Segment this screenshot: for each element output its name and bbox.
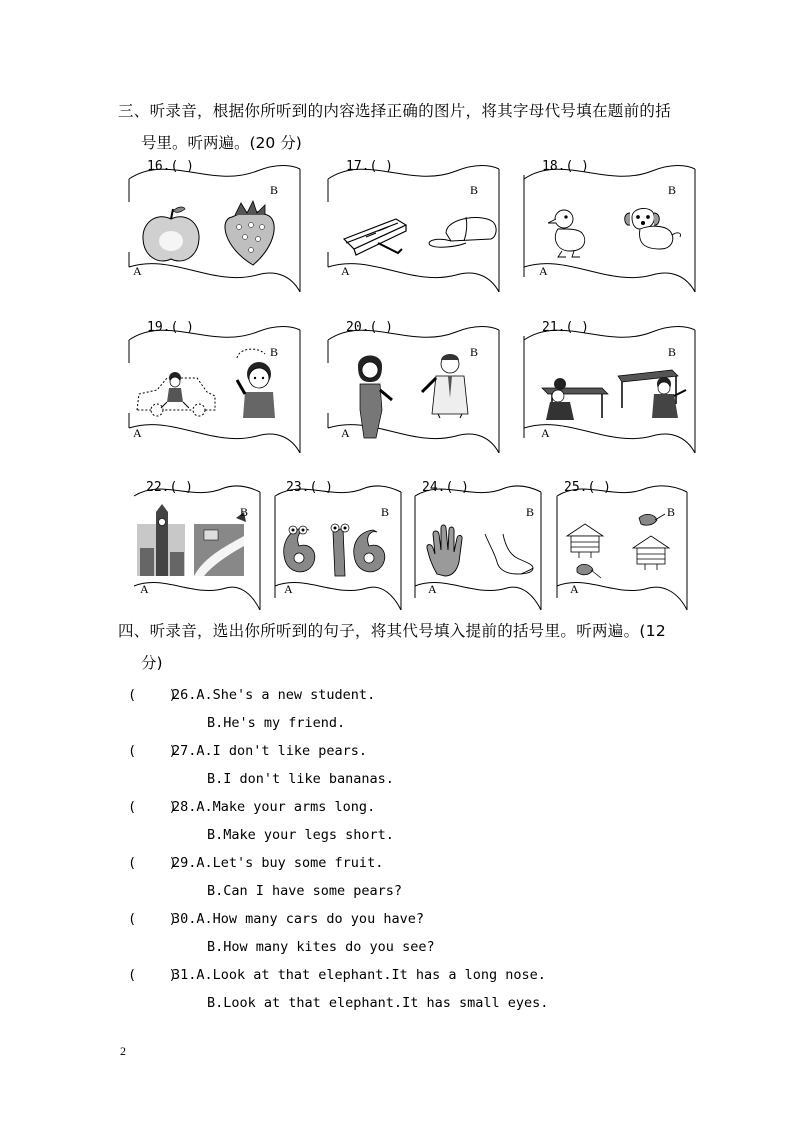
boy-under-desk-icon [542,378,608,420]
question-17-number: 17.( ) [346,159,393,174]
question-23-option-a: A [284,582,293,596]
question-17-option-b: B [470,183,479,197]
hand-icon [427,525,462,576]
question-29-option-a: 29.A.Let's buy some fruit. [172,855,384,871]
question-24-option-b: B [526,505,535,519]
question-16-option-b: B [270,183,279,197]
question-29 [128,855,383,871]
question-31-option-a: 31.A.Look at that elephant.It has a long nose. [172,967,546,983]
question-20-number: 20.( ) [346,320,393,335]
question-30-option-a: 30.A.How many cars do you have? [172,911,424,927]
question-31-option-b: B.Look at that elephant.It has small eyes. [207,995,549,1011]
question-18-panel [522,157,697,300]
question-25-number: 25.( ) [564,480,611,495]
question-28-option-b: B.Make your legs short. [207,827,394,843]
page-number: 2 [120,1044,126,1058]
question-19-option-b: B [270,345,279,359]
question-21-option-b: B [668,345,677,359]
question-30 [128,911,424,927]
question-25-option-b: B [667,505,676,519]
answer-paren-31[interactable]: ( ) [128,967,177,983]
woman-icon [358,356,392,439]
boy-in-car-icon [137,372,215,416]
answer-paren-26[interactable]: ( ) [128,687,177,703]
question-18-option-a: A [539,264,548,278]
section4-heading: 四、听录音，选出你所听到的句子，将其代号填入提前的括号里。听两遍。(12 [118,622,667,640]
strawberry-icon [225,201,274,265]
great-wall-icon [194,512,246,576]
bird-under-birdhouse-icon [567,524,603,578]
question-27-option-a: 27.A.I don't like pears. [172,743,368,759]
question-25-option-a: A [570,582,579,596]
number-6-icon [284,526,315,572]
duck-icon [548,210,585,257]
boat-icon [344,219,406,255]
question-24-option-a: A [428,582,437,596]
cap-icon [429,217,496,247]
question-22-panel [132,478,262,613]
section4-heading-cont: 分) [141,654,163,672]
question-17-panel [326,157,501,300]
question-20-option-a: A [341,426,350,440]
foot-icon [485,534,533,574]
question-22-number: 22.( ) [146,480,193,495]
apple-icon [143,207,199,261]
question-16-panel [127,157,302,300]
question-26-option-b: B.He's my friend. [207,715,346,731]
question-26-option-a: 26.A.She's a new student. [172,687,376,703]
bird-on-birdhouse-icon [633,514,669,570]
question-21-option-a: A [541,426,550,440]
question-28-option-a: 28.A.Make your arms long. [172,799,376,815]
question-29-option-b: B.Can I have some pears? [207,883,403,899]
question-19-option-a: A [133,426,142,440]
question-30-option-b: B.How many kites do you see? [207,939,435,955]
question-27-option-b: B.I don't like bananas. [207,771,394,787]
question-19-number: 19.( ) [147,320,194,335]
big-ben-icon [137,504,185,576]
answer-paren-29[interactable]: ( ) [128,855,177,871]
question-28 [128,799,375,815]
question-22-option-a: A [140,582,149,596]
question-18-option-b: B [668,183,677,197]
boy-beside-desk-icon [618,370,686,418]
man-icon [422,354,468,418]
section3-heading-cont: 号里。听两遍。(20 分) [141,134,302,152]
question-23-option-b: B [381,505,390,519]
question-23-number: 23.( ) [286,480,333,495]
question-21-number: 21.( ) [542,320,589,335]
question-16-option-a: A [133,264,142,278]
question-31 [128,967,546,983]
question-16-number: 16.( ) [147,159,194,174]
question-24-number: 24.( ) [422,480,469,495]
answer-paren-28[interactable]: ( ) [128,799,177,815]
number-16-icon [331,524,385,576]
question-18-number: 18.( ) [542,159,589,174]
dog-icon [625,208,681,249]
question-19-panel [127,318,302,461]
question-22-option-b: B [240,505,249,519]
question-27 [128,743,367,759]
section3-heading: 三、听录音，根据你所听到的内容选择正确的图片，将其字母代号填在题前的括 [118,102,672,120]
answer-paren-30[interactable]: ( ) [128,911,177,927]
question-20-option-b: B [470,345,479,359]
answer-paren-27[interactable]: ( ) [128,743,177,759]
question-17-option-a: A [341,264,350,278]
question-20-panel [326,318,501,461]
question-26 [128,687,375,703]
